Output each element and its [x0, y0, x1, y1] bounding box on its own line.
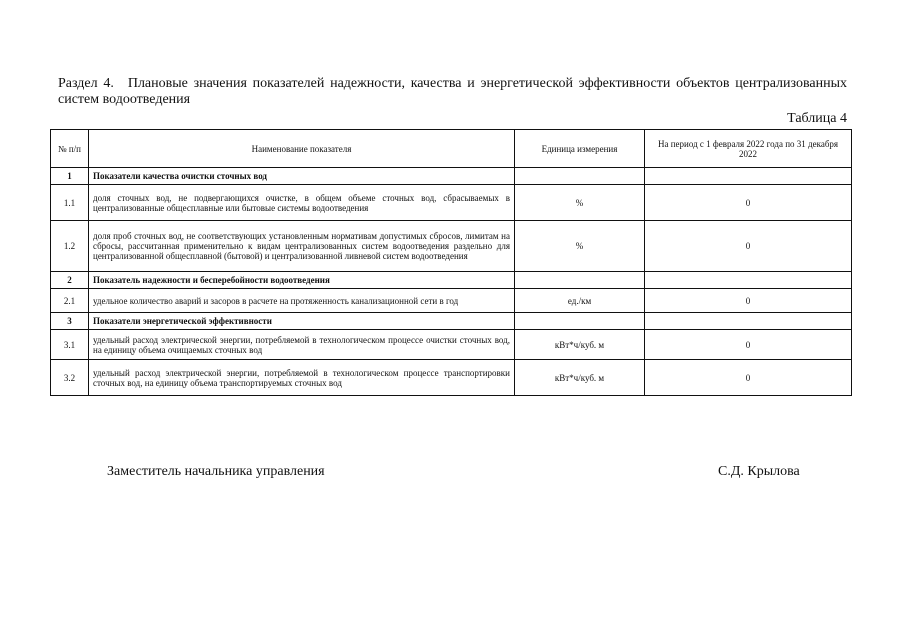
row-value [645, 272, 852, 289]
table-row [51, 289, 852, 313]
signatory-name: С.Д. Крылова [718, 464, 800, 479]
row-num: 2.1 [51, 289, 89, 313]
row-num: 2 [51, 272, 89, 289]
row-num: 3 [51, 313, 89, 330]
row-name: удельный расход электрической энергии, потребляемой в технологическом процессе очистки сточных вод, на единицу объема очищаемых сточных вод [89, 330, 515, 360]
table-row [51, 185, 852, 221]
row-unit: кВт*ч/куб. м [515, 360, 645, 396]
row-value: 0 [645, 185, 852, 221]
table-row [51, 360, 852, 396]
row-name: Показатель надежности и бесперебойности водоотведения [89, 272, 515, 289]
row-unit: % [515, 185, 645, 221]
header-unit: Единица измерения [515, 130, 645, 168]
row-unit [515, 168, 645, 185]
row-unit: ед./км [515, 289, 645, 313]
row-name: удельное количество аварий и засоров в расчете на протяженность канализационной сети в год [89, 289, 515, 313]
header-num: № п/п [51, 130, 89, 168]
table-row-group [51, 272, 852, 289]
row-value: 0 [645, 221, 852, 272]
row-value: 0 [645, 330, 852, 360]
row-num: 3.2 [51, 360, 89, 396]
table-row-group [51, 168, 852, 185]
section-heading [58, 76, 847, 108]
row-num: 3.1 [51, 330, 89, 360]
row-unit: кВт*ч/куб. м [515, 330, 645, 360]
row-value: 0 [645, 360, 852, 396]
header-period: На период с 1 февраля 2022 года по 31 декабря 2022 [645, 130, 852, 168]
row-name: Показатели энергетической эффективности [89, 313, 515, 330]
table-header-row [51, 130, 852, 168]
section-number: Раздел 4. [58, 76, 114, 91]
table-row [51, 330, 852, 360]
table-row [51, 221, 852, 272]
row-value [645, 313, 852, 330]
row-unit [515, 313, 645, 330]
row-name: доля проб сточных вод, не соответствующих установленным нормативам допустимых сбросов, лимитам на сбросы, рассчитанная применительно к видам централизованных систем водоотведения раздельно для централизованной общесплавной (бытовой) и централизованной ливневой систем водоотведения [89, 221, 515, 272]
header-name: Наименование показателя [89, 130, 515, 168]
row-value [645, 168, 852, 185]
row-name: доля сточных вод, не подвергающихся очистке, в общем объеме сточных вод, сбрасываемых в централизованные общесплавные или бытовые системы водоотведения [89, 185, 515, 221]
row-num: 1 [51, 168, 89, 185]
row-name: Показатели качества очистки сточных вод [89, 168, 515, 185]
signatory-position: Заместитель начальника управления [107, 464, 325, 479]
row-unit: % [515, 221, 645, 272]
row-name: удельный расход электрической энергии, потребляемой в технологическом процессе транспортировки сточных вод, на единицу объема транспортируемых сточных вод [89, 360, 515, 396]
table-caption: Таблица 4 [787, 111, 847, 126]
row-num: 1.2 [51, 221, 89, 272]
indicators-table [50, 129, 852, 396]
row-value: 0 [645, 289, 852, 313]
row-unit [515, 272, 645, 289]
row-num: 1.1 [51, 185, 89, 221]
table-row-group [51, 313, 852, 330]
section-title: Плановые значения показателей надежности, качества и энергетической эффективности объектов централизованных систем водоотведения [58, 76, 847, 107]
